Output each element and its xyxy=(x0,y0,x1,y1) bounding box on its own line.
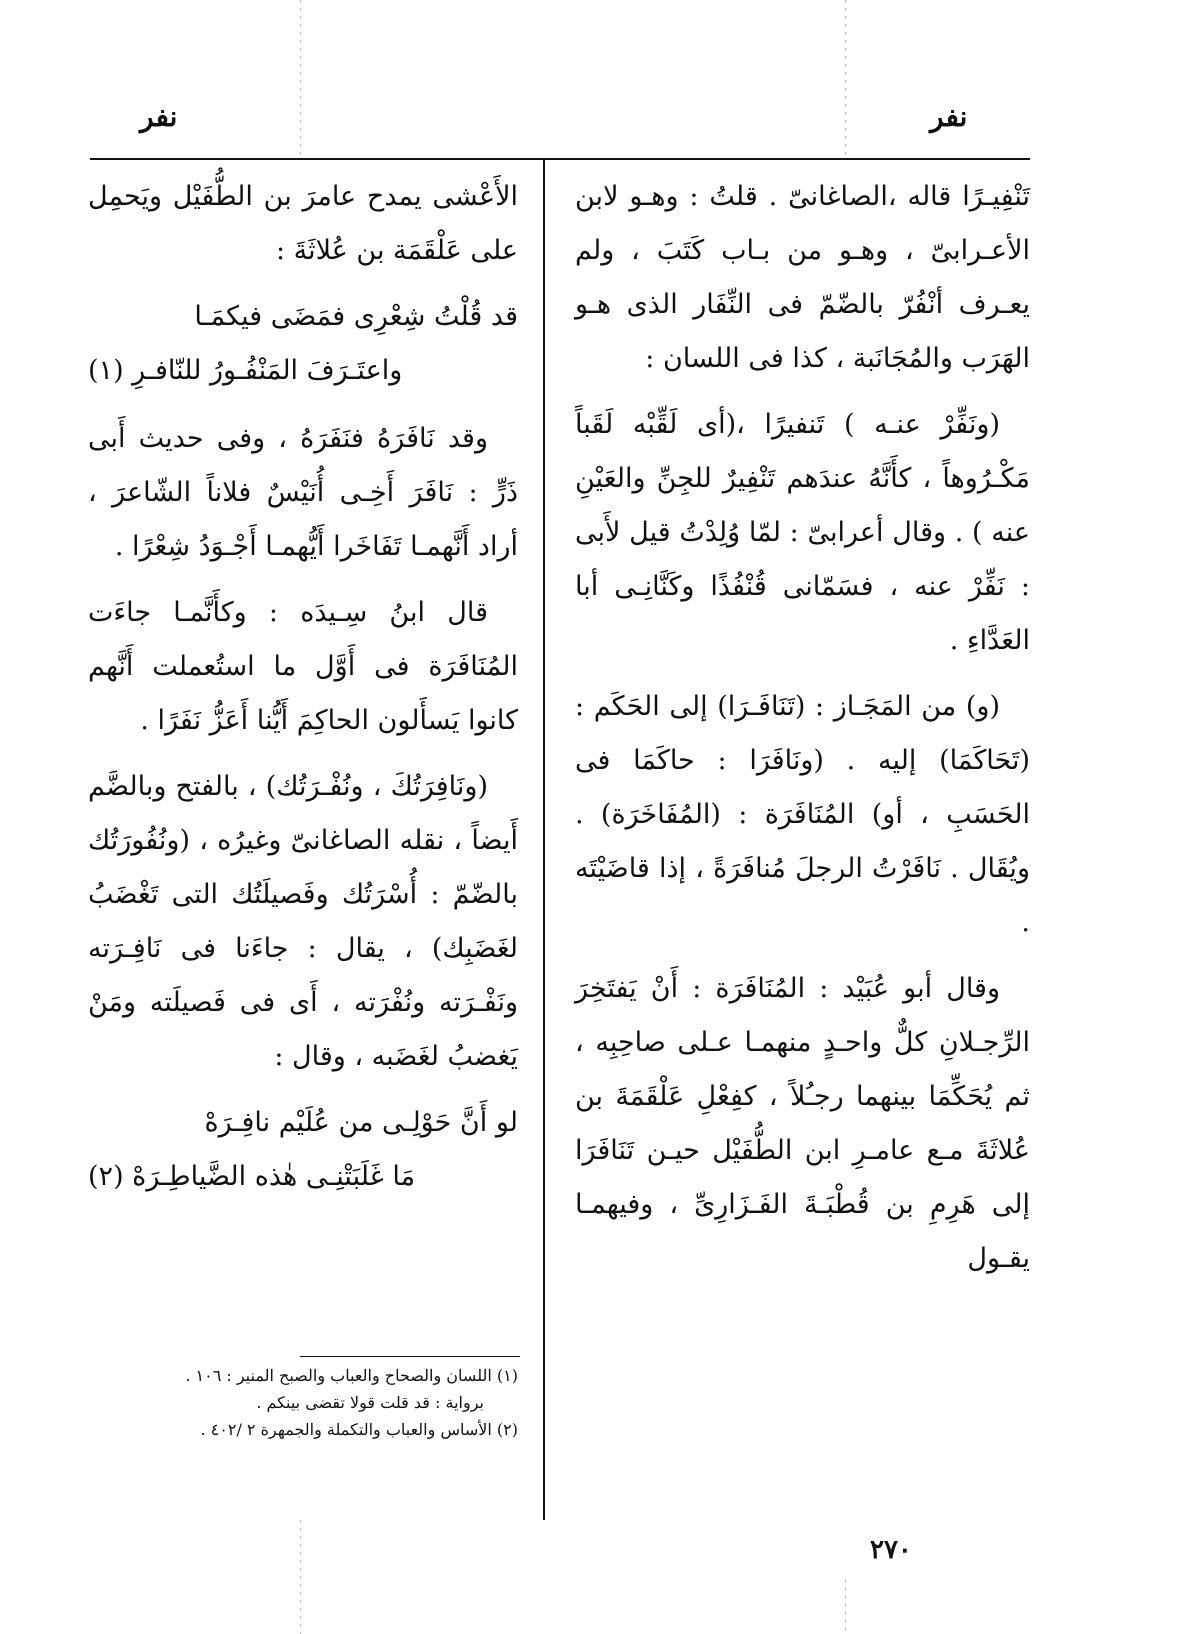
header-word-right: نفر xyxy=(930,100,968,133)
paragraph: تَنْفِيـرًا قاله ،الصاغانىّ . قلتُ : وهـو لابن الأعـرابىّ ، وهـو من بـاب كَتَبَ ، ولم يعـرف أنْفُرّ بالضّمّ فى النِّفَار الذى هـو الهَرَب والمُجَانَبة ، كذا فى اللسان : xyxy=(575,181,1030,374)
paragraph: الأَعْشى يمدح عامرَ بن الطُّفَيْل ويَحمِل على عَلْقَمَة بن عُلاثَةَ : xyxy=(88,181,518,266)
verse-hemistich: واعتَـرَفَ المَنْفُـورُ للنّافـرِ (١) xyxy=(88,355,403,386)
scan-line xyxy=(300,1520,301,1634)
footnote: برواية : قد قلت قولا تقضى بينكم . xyxy=(256,1393,484,1412)
header-rule xyxy=(90,158,1030,160)
footnote: (٢) الأساس والعباب والتكملة والجمهرة ٢ /٤٠٢ . xyxy=(200,1420,518,1439)
footnote: (١) اللسان والصحاح والعباب والصبح المنير : ١٠٦ . xyxy=(185,1366,518,1385)
scan-line xyxy=(300,0,301,160)
verse-hemistich: لو أَنَّ حَوْلِـى من عُلَيْم نافِـرَهْ xyxy=(204,1107,518,1138)
verse-hemistich: قد قُلْتُ شِعْرِى فمَضَى فيكمَـا xyxy=(194,301,518,332)
scan-line xyxy=(845,0,846,160)
scan-line xyxy=(845,1580,846,1634)
right-column xyxy=(575,170,1030,1298)
column-divider xyxy=(543,160,545,1520)
footnote-rule xyxy=(300,1356,520,1357)
paragraph: (ونَفِّرْ عنـه ) تَنفيرًا ،(أى لَقِّبْه لَقَباً مَكْـرُوهاً ، كأَنَّهُ عندَهم تَنْفِيرٌ للجِنِّ والعَيْنِ عنه ) . وقال أعرابىّ : لمّا وُلِدْتُ قيل لأَبى : نَفِّرْ عنه ، فسَمّانى قُنْفُذًا وكَنَّانِـى أبا العَدَّاءِ . xyxy=(575,409,1030,656)
header-word-left: نفر xyxy=(140,100,178,133)
paragraph: وقال أبو عُبَيْد : المُنَافَرَة : أَنْ يَفتَخِرَ الرِّجـلانِ كلٌّ واحـدٍ منهمـا عـلى صاحِبِه ، ثم يُحَكِّمَا بينهما رجـُلاً ، كفِعْلِ عَلْقَمَةَ بن عُلاثَةَ مـع عامـرِ ابن الطُّفَيْل حيـن تَنَافَرَا إلى هَرِمِ بن قُطْبَـةَ الفَـزَارِىِّ ، وفيهمـا يقـول xyxy=(575,973,1030,1274)
footnotes xyxy=(88,1362,518,1443)
paragraph: (و) من المَجَـاز : (تَنَافَـرَا) إلى الحَكَم : (تَحَاكَمَا) إليه . (ونَافَرَا : حاكَمَا فى الحَسَبِ ، أو) المُنَافَرَة : (المُفَاخَرَة) . ويُقَال . نَافَرْتُ الرجلَ مُنافَرَةً ، إذا قاضَيْتَه . xyxy=(575,691,1030,938)
page-number: ٢٧٠ xyxy=(870,1535,912,1565)
verse-hemistich: مَا غَلَبَتْنِـى هٰذه الضَّياطِـرَهْ (٢) xyxy=(88,1161,416,1192)
verse xyxy=(88,290,518,398)
paragraph: قال ابنُ سِـيدَه : وكأَنَّمـا جاءَت المُنَافَرَة فى أَوَّل ما استُعملت أَنَّهم كانوا يَسأَلون الحاكِمَ أَيُّنا أَعَزُّ نَفَرًا . xyxy=(88,597,518,736)
paragraph: وقد نَافَرَهُ فنَفَرَهُ ، وفى حديث أَبى ذَرٍّ : نَافَرَ أَخِـى أُنَيْسٌ فلاناً الشّاعرَ ، أراد أَنَّهمـا تَفَاخَرا أَيُّهمـا أَجْـوَدُ شِعْرًا . xyxy=(88,423,518,562)
left-column xyxy=(88,170,518,1218)
paragraph: (ونَافِرَتُكَ ، ونُفْـرَتُك) ، بالفتح وبالضَّم أَيضاً ، نقله الصاغانىّ وغيرُه ، (ونُفُورَتُك بالضّمّ : أُسْرَتُك وفَصيلَتُك التى تَغْضَبُ لغَضَبِك) ، يقال : جاءَنا فى نَافِـرَته ونَفْـرَته ونُفْرَته ، أَى فى فَصيلَته ومَنْ يَغضبُ لغَضَبه ، وقال : xyxy=(88,771,518,1072)
verse xyxy=(88,1096,518,1204)
